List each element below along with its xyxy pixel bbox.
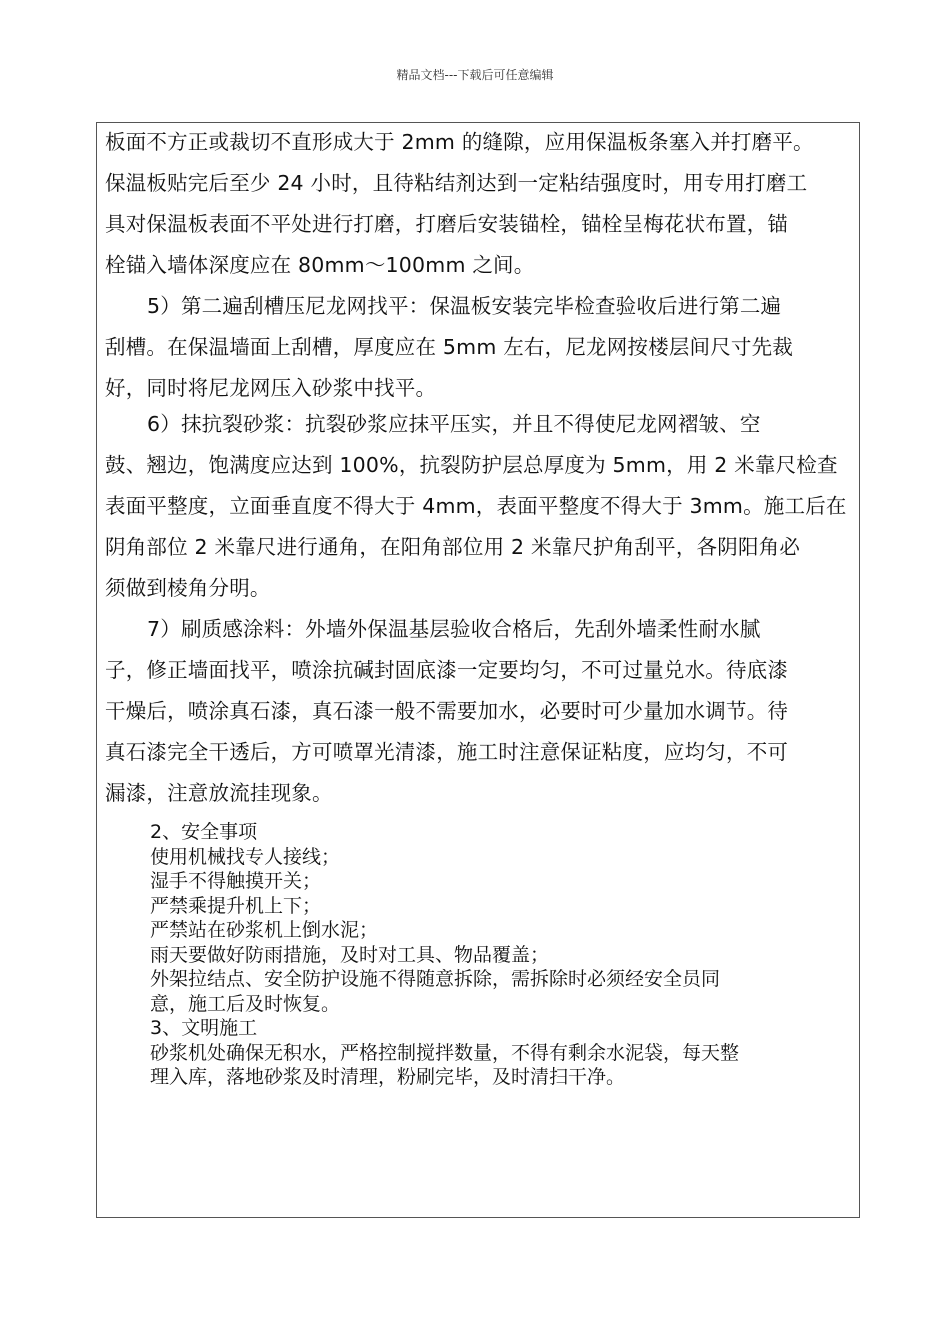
text-line: 漏漆，注意放流挂现象。 <box>105 781 333 805</box>
text-line: 板面不方正或裁切不直形成大于 2mm 的缝隙，应用保温板条塞入并打磨平。 <box>105 130 814 154</box>
text-line: 鼓、翘边，饱满度应达到 100%，抗裂防护层总厚度为 5mm，用 2 米靠尺检查 <box>105 453 838 477</box>
text-line: 5）第二遍刮槽压尼龙网找平：保温板安装完毕检查验收后进行第二遍 <box>147 294 782 318</box>
paragraph-step-6 <box>105 404 855 609</box>
text-line: 真石漆完全干透后，方可喷罩光清漆，施工时注意保证粘度，应均匀，不可 <box>105 740 789 764</box>
text-line: 表面平整度，立面垂直度不得大于 4mm，表面平整度不得大于 3mm。施工后在 <box>105 494 847 518</box>
list-item: 使用机械找专人接线； <box>150 845 341 868</box>
text-line: 干燥后，喷涂真石漆，真石漆一般不需要加水，必要时可少量加水调节。待 <box>105 699 789 723</box>
text-line: 保温板贴完后至少 24 小时，且待粘结剂达到一定粘结强度时，用专用打磨工 <box>105 171 808 195</box>
list-item: 雨天要做好防雨措施，及时对工具、物品覆盖； <box>150 943 550 966</box>
paragraph-anchor-installation <box>105 122 855 286</box>
list-item: 湿手不得触摸开关； <box>150 870 322 892</box>
text-line: 须做到棱角分明。 <box>105 576 271 600</box>
section-heading-civilized-construction: 3、文明施工 <box>150 1017 258 1039</box>
list-item: 外架拉结点、安全防护设施不得随意拆除，需拆除时必须经安全员同 <box>150 968 721 990</box>
list-item: 砂浆机处确保无积水，严格控制搅拌数量，不得有剩余水泥袋，每天整 <box>150 1041 740 1064</box>
section-heading-safety: 2、安全事项 <box>150 821 258 843</box>
page-header: 精品文档---下载后可任意编辑 <box>396 68 554 82</box>
safety-and-civilized-construction-list <box>150 820 855 1090</box>
text-line: 6）抹抗裂砂浆：抗裂砂浆应抹平压实，并且不得使尼龙网褶皱、空 <box>147 412 761 436</box>
list-item: 意，施工后及时恢复。 <box>150 992 341 1015</box>
text-line: 栓锚入墙体深度应在 80mm～100mm 之间。 <box>105 253 535 277</box>
text-line: 子，修正墙面找平，喷涂抗碱封固底漆一定要均匀，不可过量兑水。待底漆 <box>105 658 789 682</box>
list-item: 严禁站在砂浆机上倒水泥； <box>150 919 379 941</box>
list-item: 严禁乘提升机上下； <box>150 894 322 917</box>
paragraph-step-5 <box>105 286 855 409</box>
paragraph-step-7 <box>105 609 855 814</box>
text-line: 好，同时将尼龙网压入砂浆中找平。 <box>105 376 437 400</box>
list-item: 理入库，落地砂浆及时清理，粉刷完毕，及时清扫干净。 <box>150 1066 626 1088</box>
text-line: 阴角部位 2 米靠尺进行通角，在阳角部位用 2 米靠尺护角刮平，各阴阳角必 <box>105 535 801 559</box>
text-line: 刮槽。在保温墙面上刮槽，厚度应在 5mm 左右，尼龙网按楼层间尺寸先裁 <box>105 335 794 359</box>
text-line: 具对保温板表面不平处进行打磨，打磨后安装锚栓，锚栓呈梅花状布置，锚 <box>105 212 789 236</box>
text-line: 7）刷质感涂料：外墙外保温基层验收合格后，先刮外墙柔性耐水腻 <box>147 617 761 641</box>
